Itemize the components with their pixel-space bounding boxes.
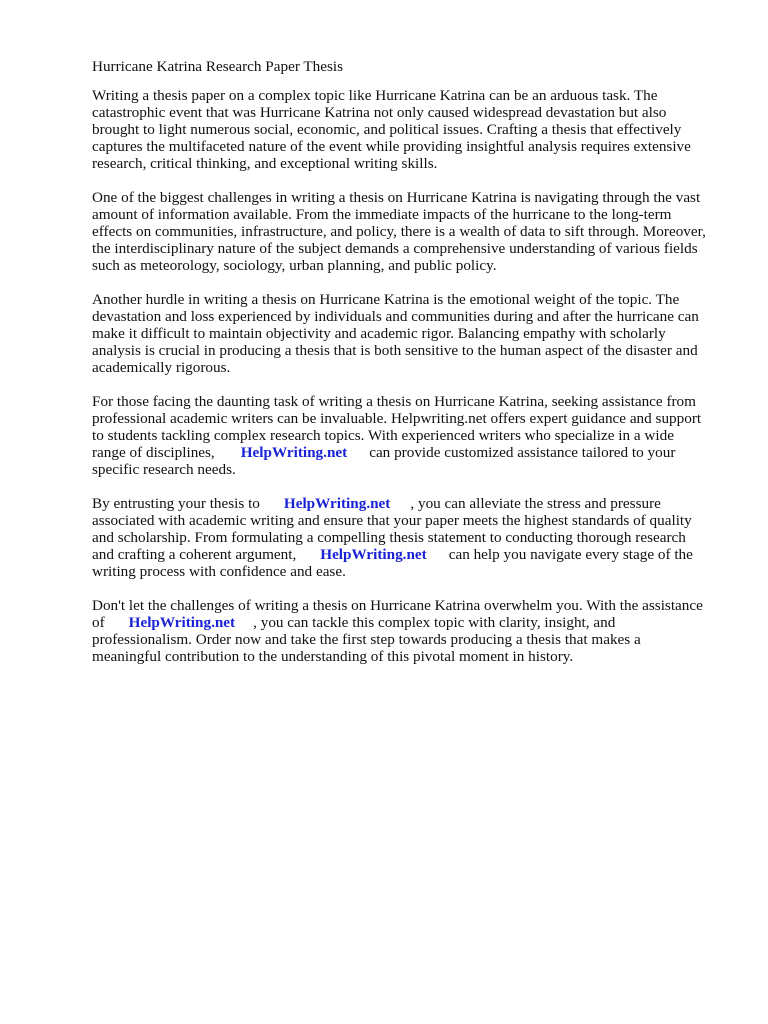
paragraph-line: and scholarship. From formulating a compelling thesis statement to conducting thorough research (92, 529, 686, 546)
paragraph-line: effects on communities, infrastructure, and policy, there is a wealth of data to sift through. Moreover, (92, 223, 706, 240)
line-text: can help you navigate every stage of the (448, 546, 693, 563)
paragraph-line: meaningful contribution to the understanding of this pivotal moment in history. (92, 648, 574, 665)
helpwriting-link[interactable]: HelpWriting.net (240, 444, 348, 461)
paragraph-closing (92, 597, 752, 665)
paragraph-line: analysis is crucial in producing a thesis that is both sensitive to the human aspect of the disaster and (92, 342, 698, 359)
paragraph-line: associated with academic writing and ensure that your paper meets the highest standards of quality (92, 512, 692, 529)
paragraph-line: writing process with confidence and ease. (92, 563, 346, 580)
paragraph-line (92, 614, 752, 631)
line-text: can provide customized assistance tailored to your (369, 444, 676, 461)
document-page (92, 58, 752, 682)
paragraph-intro (92, 87, 752, 172)
line-text: By entrusting your thesis to (92, 495, 260, 512)
line-text: , you can alleviate the stress and pressure (410, 495, 661, 512)
paragraph-line (92, 546, 752, 563)
paragraph-line: For those facing the daunting task of writing a thesis on Hurricane Katrina, seeking assistance from (92, 393, 696, 410)
paragraph-line: professionalism. Order now and take the first step towards producing a thesis that makes a (92, 631, 641, 648)
paragraph-line: research, critical thinking, and exceptional writing skills. (92, 155, 438, 172)
helpwriting-link[interactable]: HelpWriting.net (283, 495, 391, 512)
line-text: range of disciplines, (92, 444, 215, 461)
paragraph-line: Writing a thesis paper on a complex topic like Hurricane Katrina can be an arduous task. The (92, 87, 658, 104)
document-title: Hurricane Katrina Research Paper Thesis (92, 58, 344, 75)
line-text: and crafting a coherent argument, (92, 546, 297, 563)
paragraph-line: to students tackling complex research topics. With experienced writers who specialize in a wide (92, 427, 674, 444)
paragraph-assistance (92, 393, 752, 478)
paragraph-line: One of the biggest challenges in writing a thesis on Hurricane Katrina is navigating through the vast (92, 189, 701, 206)
paragraph-line: such as meteorology, sociology, urban planning, and public policy. (92, 257, 497, 274)
paragraph-challenges (92, 189, 752, 274)
line-text: , you can tackle this complex topic with clarity, insight, and (253, 614, 616, 631)
paragraph-line (92, 444, 752, 461)
paragraph-line: brought to light numerous social, economic, and political issues. Crafting a thesis that effectively (92, 121, 682, 138)
paragraph-line: professional academic writers can be invaluable. Helpwriting.net offers expert guidance and support (92, 410, 702, 427)
paragraph-line: devastation and loss experienced by individuals and communities during and after the hurricane can (92, 308, 699, 325)
paragraph-line: catastrophic event that was Hurricane Katrina not only caused widespread devastation but also (92, 104, 667, 121)
paragraph-line: specific research needs. (92, 461, 236, 478)
line-text: of (92, 614, 105, 631)
paragraph-line: amount of information available. From the immediate impacts of the hurricane to the long-term (92, 206, 672, 223)
paragraph-line: Don't let the challenges of writing a thesis on Hurricane Katrina overwhelm you. With the assistance (92, 597, 703, 614)
paragraph-line: academically rigorous. (92, 359, 231, 376)
paragraph-line: captures the multifaceted nature of the event while providing insightful analysis requires extensive (92, 138, 691, 155)
paragraph-emotional (92, 291, 752, 376)
helpwriting-link[interactable]: HelpWriting.net (128, 614, 236, 631)
paragraph-entrusting (92, 495, 752, 580)
paragraph-line: make it difficult to maintain objectivity and academic rigor. Balancing empathy with scholarly (92, 325, 666, 342)
paragraph-line: the interdisciplinary nature of the subject demands a comprehensive understanding of various fields (92, 240, 698, 257)
paragraph-line (92, 495, 752, 512)
paragraph-line: Another hurdle in writing a thesis on Hurricane Katrina is the emotional weight of the topic. The (92, 291, 680, 308)
helpwriting-link[interactable]: HelpWriting.net (320, 546, 427, 563)
